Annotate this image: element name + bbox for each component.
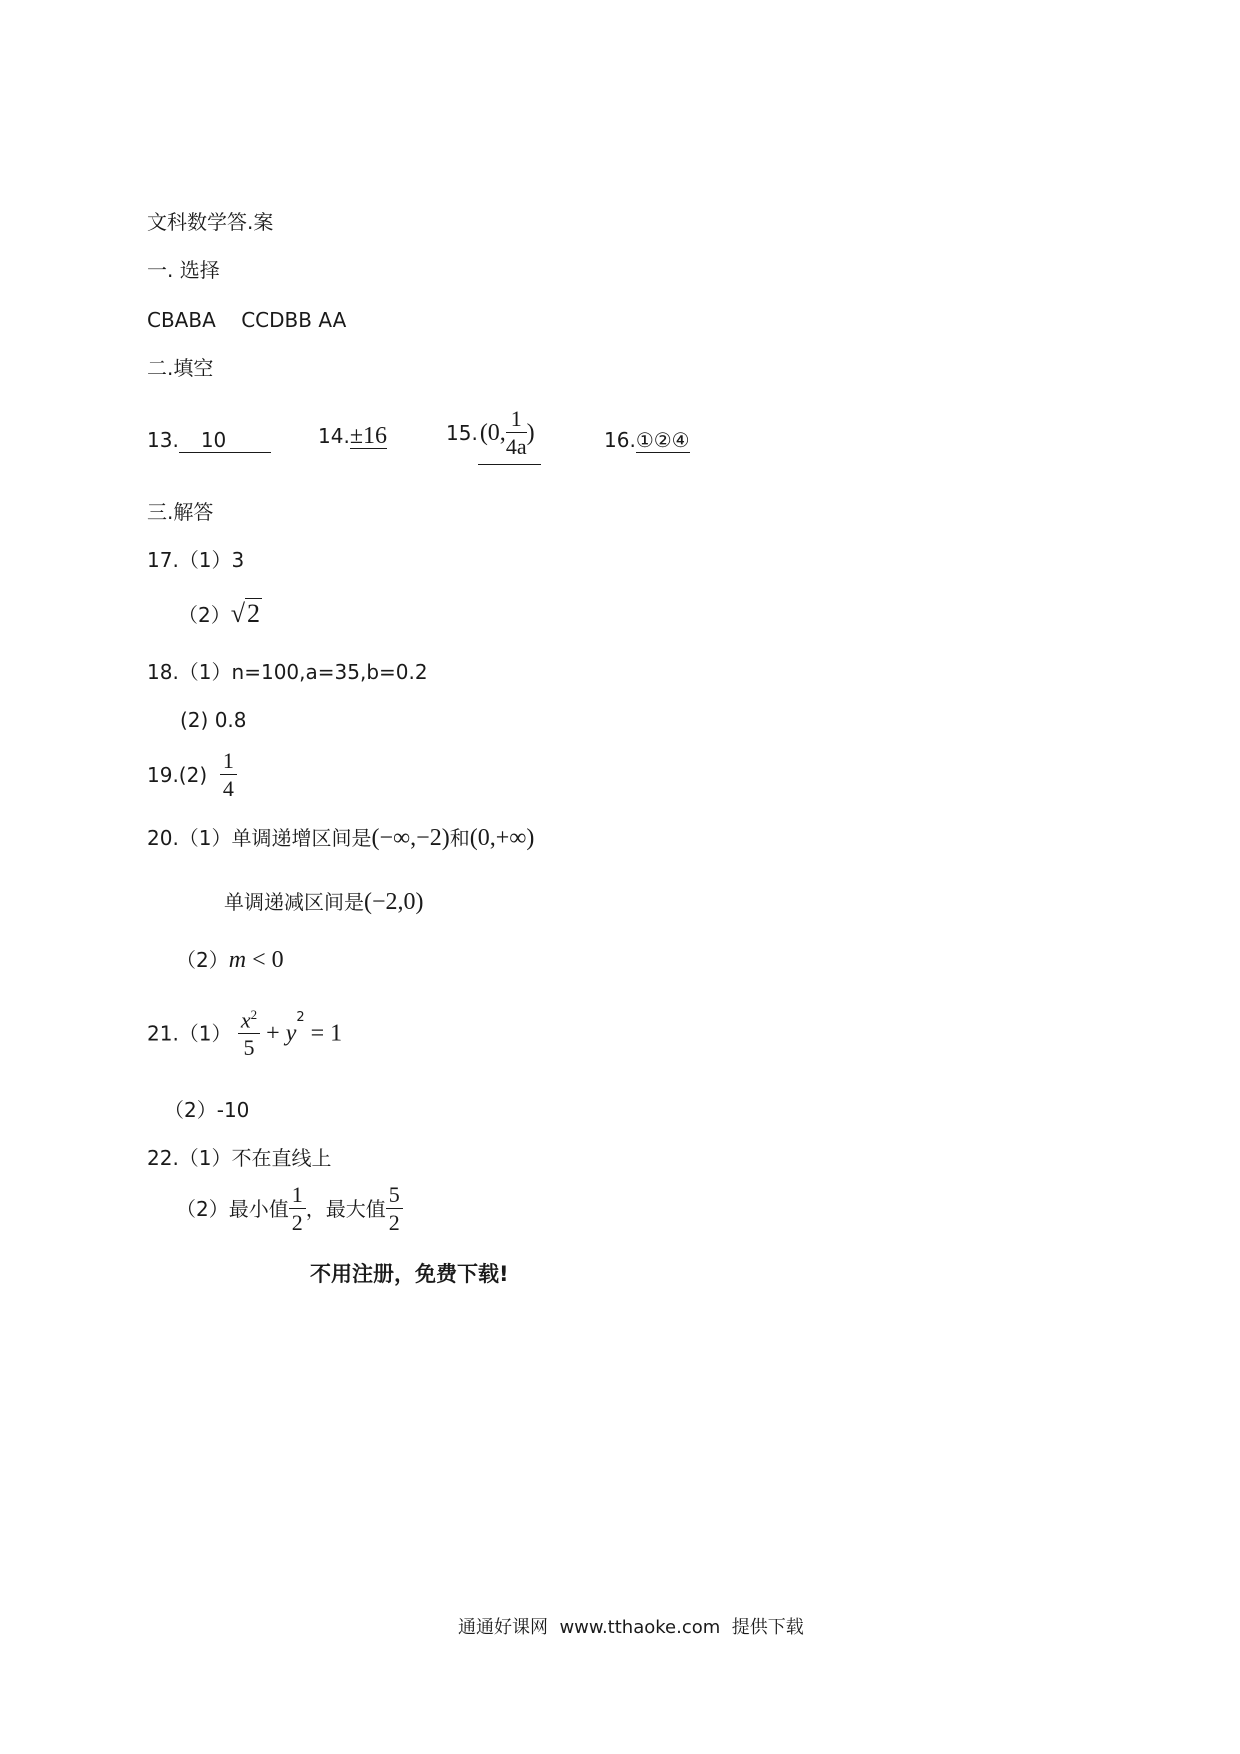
- q20-decreasing: [224, 890, 424, 914]
- q21-denominator: 5: [243, 1035, 255, 1061]
- q19-denominator: 4: [222, 776, 234, 801]
- section-solve-heading: 三.解答: [147, 500, 214, 524]
- q19-label: 19.(2): [147, 763, 208, 787]
- q17-part1-value: （1）3: [178, 548, 245, 572]
- q15-blank: [478, 408, 541, 465]
- q21-y: y: [285, 1020, 297, 1047]
- q14-label: 14.: [318, 424, 350, 448]
- q17-part1: [147, 548, 244, 572]
- q14-value: ±16: [349, 423, 387, 449]
- q20-relation: < 0: [246, 947, 284, 973]
- q14-answer: [318, 424, 387, 449]
- promo-text: 不用注册，免费下载!: [310, 1262, 509, 1286]
- q22-min-denominator: 2: [291, 1210, 303, 1235]
- q15-close: ): [526, 420, 535, 446]
- q20-inc-interval2: (0,+∞): [469, 825, 535, 851]
- q13-blank: [179, 428, 271, 453]
- q17-radicand: 2: [247, 599, 261, 628]
- q19-numerator: 1: [220, 750, 237, 775]
- q20-part2-label: （2）: [176, 948, 229, 972]
- q15-answer: [446, 408, 541, 465]
- q21-equals: = 1: [304, 1020, 343, 1047]
- q21-y-exp: 2: [296, 1010, 305, 1025]
- q16-answer: [604, 428, 690, 453]
- q20-var-m: m: [228, 947, 247, 973]
- q21-numerator: [238, 1008, 260, 1034]
- q20-dec-text: 单调递减区间是: [224, 890, 364, 914]
- q20-part1: [147, 826, 534, 850]
- q17-part2-label: （2）: [178, 603, 231, 627]
- q21-plus: +: [260, 1020, 286, 1047]
- q19-answer: [147, 750, 237, 800]
- q21-part1: [147, 1006, 342, 1059]
- q20-label: 20.（1）: [147, 826, 232, 850]
- q20-part2: [176, 948, 284, 972]
- q21-x-exp: 2: [250, 1006, 258, 1022]
- q16-label: 16.: [604, 428, 636, 452]
- q19-fraction: [220, 750, 237, 800]
- q18-part1: 18.（1）n=100,a=35,b=0.2: [147, 660, 428, 684]
- q18-part2: (2) 0.8: [180, 708, 247, 732]
- q13-label: 13.: [147, 428, 179, 452]
- q22-part2-prefix: （2）最小值: [176, 1197, 289, 1221]
- page-footer: 通通好课网 www.tthaoke.com 提供下载: [458, 1617, 804, 1638]
- section-fill-heading: 二.填空: [147, 356, 214, 380]
- q20-inc-interval1: (−∞,−2): [371, 825, 450, 851]
- q15-open: (0,: [479, 420, 506, 446]
- q22-min-fraction: [289, 1184, 306, 1234]
- q17-sqrt: [230, 599, 262, 628]
- q15-denominator: 4a: [505, 434, 527, 459]
- q15-numerator: 1: [506, 408, 527, 433]
- q20-and: 和: [449, 826, 470, 850]
- q22-min-numerator: 1: [289, 1184, 306, 1209]
- q13-answer: [147, 428, 271, 453]
- q16-value: ①②④: [635, 428, 690, 452]
- q21-x: x: [240, 1007, 251, 1033]
- q17-label: 17.: [147, 548, 179, 572]
- q22-max-denominator: 2: [388, 1210, 400, 1235]
- choice-answers: CBABA CCDBB AA: [147, 308, 347, 332]
- q22-part1: 22.（1）不在直线上: [147, 1146, 332, 1170]
- q22-max-fraction: [386, 1184, 403, 1234]
- q21-fraction: [238, 1008, 260, 1059]
- q22-middle: ，最大值: [305, 1197, 386, 1221]
- q20-dec-interval: (−2,0): [364, 889, 424, 915]
- q13-value: 10: [200, 428, 227, 452]
- q22-max-numerator: 5: [386, 1184, 403, 1209]
- q21-part2: （2）-10: [164, 1098, 250, 1122]
- q21-label: 21.（1）: [147, 1021, 232, 1046]
- page-title: 文科数学答.案: [147, 210, 274, 234]
- sqrt-icon: √: [230, 599, 246, 628]
- section-choice-heading: 一. 选择: [147, 258, 220, 282]
- q15-label: 15.: [446, 421, 478, 445]
- q15-fraction: [506, 408, 527, 458]
- q22-part2: [176, 1184, 403, 1234]
- q17-part2: [178, 599, 262, 628]
- q20-inc-text: 单调递增区间是: [231, 826, 372, 850]
